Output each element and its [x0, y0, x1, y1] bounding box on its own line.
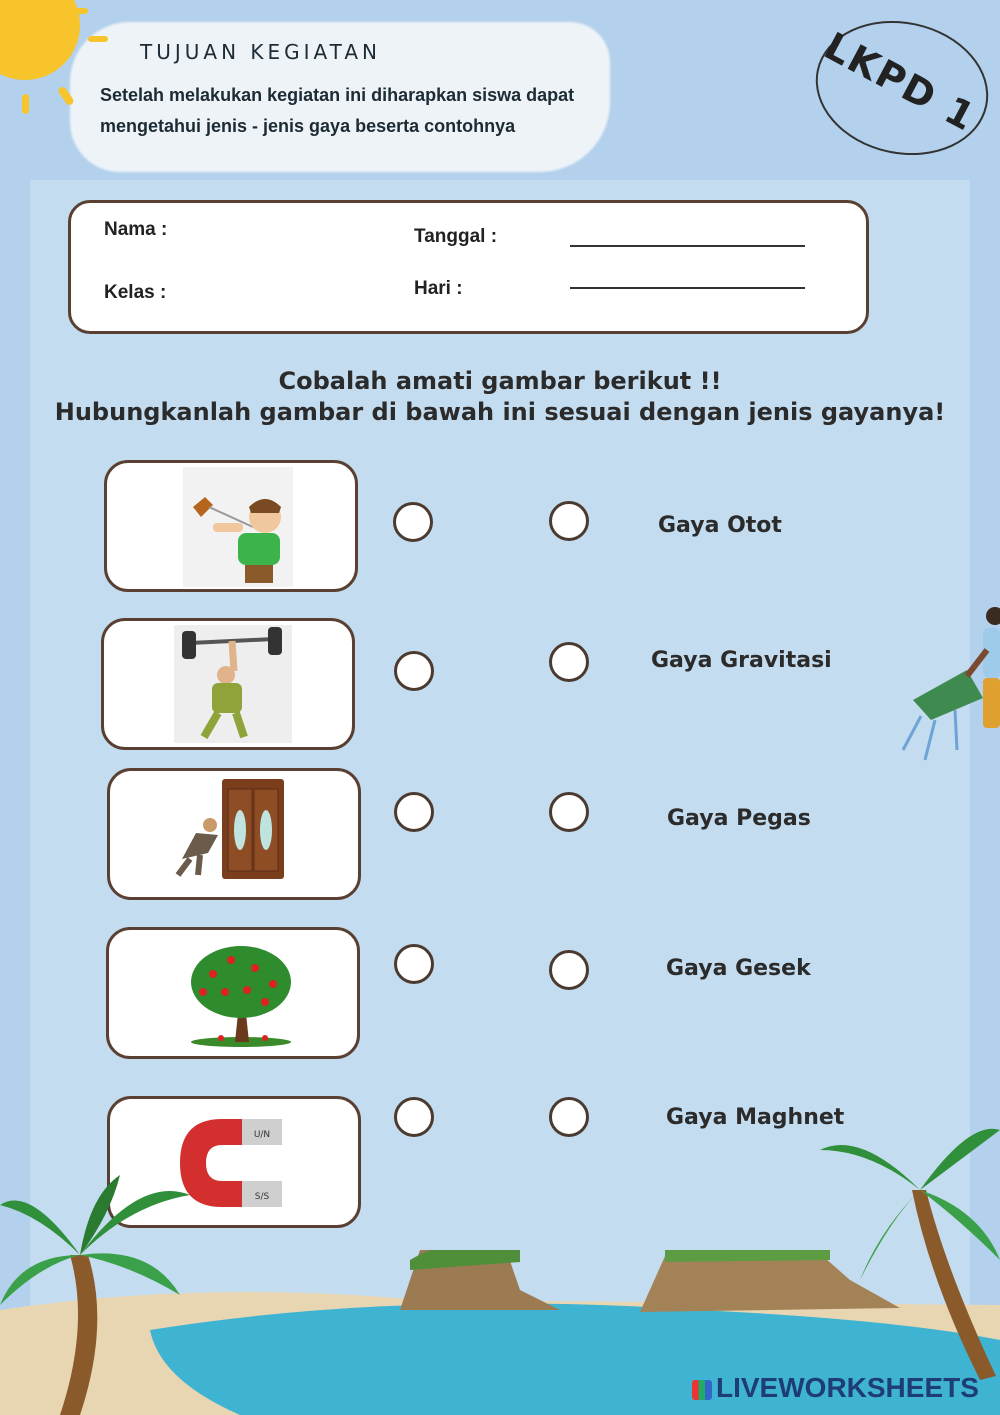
liveworksheets-logo-icon: [692, 1380, 712, 1400]
liveworksheets-logo: [692, 1372, 979, 1404]
match-dot-left-1[interactable]: [393, 502, 433, 542]
picture-card-slingshot: [104, 460, 358, 592]
magnet-north-label: U/N: [253, 1130, 271, 1140]
slingshot-boy-icon: [183, 467, 293, 587]
force-label-maghnet: Gaya Maghnet: [666, 1105, 845, 1130]
instruction-line-1: Cobalah amati gambar berikut !!: [278, 367, 722, 395]
hari-label: Hari :: [414, 278, 463, 299]
instruction-line-2: Hubungkanlah gambar di bawah ini sesuai dengan jenis gayanya!: [54, 398, 946, 426]
objective-text: [100, 80, 620, 142]
force-label-otot: Gaya Otot: [658, 513, 782, 538]
match-dot-right-2[interactable]: [549, 642, 589, 682]
force-label-gesek: Gaya Gesek: [666, 956, 811, 981]
apple-tree-icon: [185, 938, 301, 1048]
picture-card-weightlifter: [101, 618, 355, 750]
pushing-wardrobe-icon: [170, 775, 300, 893]
sun-ray: [88, 36, 108, 42]
match-dot-right-3[interactable]: [549, 792, 589, 832]
tanggal-line[interactable]: [570, 245, 805, 247]
weightlifter-icon: [174, 625, 292, 743]
match-dot-left-2[interactable]: [394, 651, 434, 691]
palm-tree-left-icon: [0, 1175, 200, 1415]
match-dot-left-5[interactable]: [394, 1097, 434, 1137]
match-dot-right-5[interactable]: [549, 1097, 589, 1137]
picture-card-wardrobe: [107, 768, 361, 900]
sun-icon: [0, 0, 80, 80]
person-pulling-chair-icon: [895, 600, 1000, 770]
match-dot-left-4[interactable]: [394, 944, 434, 984]
match-dot-left-3[interactable]: [394, 792, 434, 832]
magnet-south-label: S/S: [254, 1192, 270, 1202]
match-dot-right-4[interactable]: [549, 950, 589, 990]
objective-line-1: Setelah melakukan kegiatan ini diharapkan siswa dapat: [100, 85, 575, 105]
force-label-pegas: Gaya Pegas: [667, 806, 811, 831]
identity-box: [68, 200, 869, 334]
match-dot-right-1[interactable]: [549, 501, 589, 541]
logo-text: LIVEWORKSHEETS: [716, 1372, 979, 1403]
kelas-label: Kelas :: [104, 282, 167, 303]
objective-line-2: mengetahui jenis - jenis gaya beserta contohnya: [100, 116, 516, 136]
palm-tree-right-icon: [820, 1120, 1000, 1380]
force-label-gravitasi: Gaya Gravitasi: [651, 648, 832, 673]
sun-ray: [70, 8, 88, 14]
tanggal-label: Tanggal :: [414, 226, 498, 247]
picture-card-apple-tree: [106, 927, 360, 1059]
sun-ray: [22, 94, 29, 114]
nama-label: Nama :: [104, 219, 168, 240]
lkpd-badge: LKPD 1: [817, 23, 984, 141]
objective-title: TUJUAN KEGIATAN: [140, 40, 381, 64]
hari-line[interactable]: [570, 287, 805, 289]
